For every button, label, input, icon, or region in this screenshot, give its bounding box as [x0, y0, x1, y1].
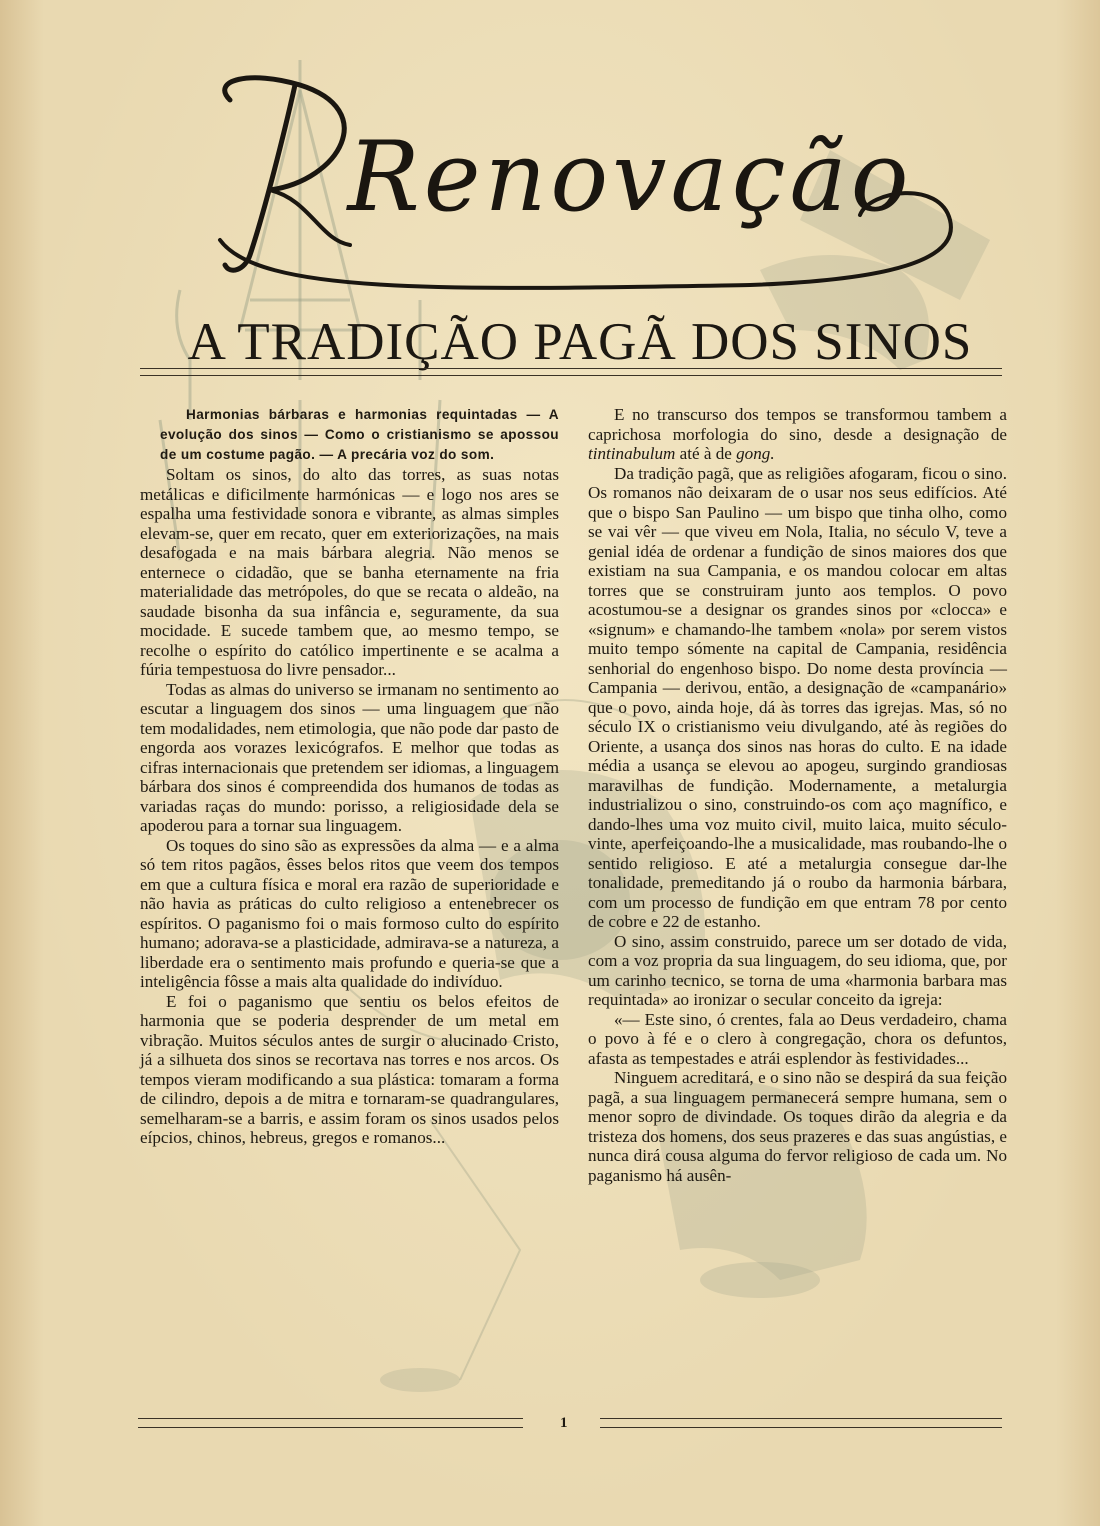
- paragraph: [588, 405, 1007, 464]
- paragraph: O sino, assim construido, parece um ser dotado de vida, com a voz propria da sua linguagem, do seu idioma, que, por um carinho tecnico, se torna de uma «harmonia barbara mas requintada» ao ironizar o secular conceito da igreja:: [588, 931, 1007, 1009]
- footer-rule-right: [600, 1418, 1002, 1428]
- text-run: até à de: [675, 444, 737, 463]
- article-summary: Harmonias bárbaras e harmonias requintadas — A evolução dos sinos — Como o cristianismo se apossou de um costume pagão. — A precária voz do som.: [160, 407, 559, 462]
- headline-rule: [140, 368, 1002, 376]
- italic-term: tintinabulum: [588, 444, 676, 463]
- footer-rule-left: [138, 1418, 523, 1428]
- italic-term: gong.: [736, 444, 775, 463]
- paragraph: «— Este sino, ó crentes, fala ao Deus verdadeiro, chama o povo à fé e o clero à congregação, chora os defuntos, afasta as tempestades e atrái esplendor às festividades...: [588, 1009, 1007, 1068]
- page-number: 1: [560, 1415, 568, 1431]
- paragraph: Todas as almas do universo se irmanam no sentimento ao escutar a linguagem dos sinos — uma linguagem que não tem modalidades, nem etimologia, que não pode dar pasto de engorda aos vorazes lexicógrafos. E melhor que todas as cifras internacionais que pretendem ser idiomas, a linguagem bárbara dos sinos é compreendida dos humanos de todas as variadas raças do mundo: porisso, a religiosidade dela se apoderou para a tornar sua linguagem.: [140, 679, 559, 835]
- text-run: E no transcurso dos tempos se transformou tambem a caprichosa morfologia do sino, desde a designação de: [588, 405, 1007, 444]
- left-column: [140, 405, 559, 1148]
- masthead-logo: [190, 40, 990, 310]
- article-headline: A TRADIÇÃO PAGÃ DOS SINOS: [187, 313, 973, 371]
- right-column: [588, 405, 1007, 1185]
- paragraph: Os toques do sino são as expressões da alma — e a alma só tem ritos pagãos, êsses belos ritos que veem dos tempos em que a cultura física e moral era razão de superioridade e não havia as práticas do culto religioso a entenebrecer os espíritos. O paganismo foi o mais formoso culto do espírito humano; adorava-se a plasticidade, admirava-se a natureza, a liberdade era o sentimento mais profundo e queria-se que a inteligência fôsse a mais alta qualidade do indivíduo.: [140, 835, 559, 991]
- paragraph: Soltam os sinos, do alto das torres, as suas notas metálicas e dificilmente harmónicas — e logo nos ares se espalha uma festividade sonora e vibrante, as almas simples elevam-se, quer em recato, quer em exteriorizações, na mais desafogada e na mais bárbara alegria. Não menos se enternece o cidadão, que se banha eternamente na fria materialidade das metrópoles, do que se recata o aldeão, na saudade bisonha da sua infância e, seguramente, da sua mocidade. E sucede tambem que, ao mesmo tempo, se recolhe o espírito do católico impertinente e se acalma a fúria tempestuosa do livre pensador...: [140, 465, 559, 679]
- paragraph: Ninguem acreditará, e o sino não se despirá da sua feição pagã, a sua linguagem permanecerá sempre humana, sem o menor sopro de divindade. Os toques dirão da alegria e da tristeza dos homens, dos seus prazeres e das suas angústias, e nunca dirá cousa alguma do fervor religioso de cada um. No paganismo há ausên-: [588, 1068, 1007, 1185]
- paragraph: E foi o paganismo que sentiu os belos efeitos de harmonia que se poderia desprender de um metal em vibração. Muitos séculos antes de surgir o alucinado Cristo, já a silhueta dos sinos se recortava nas torres e nos arcos. Os tempos vieram modificando a sua plástica: tomaram a forma de cilindro, depois a de mitra e tornaram-se quadrangulares, semelharam-se a barris, e assim foram os sinos usados pelos eípcios, chinos, hebreus, gregos e romanos...: [140, 991, 559, 1147]
- logo-wordmark: Renovação: [347, 121, 913, 233]
- paragraph: Da tradição pagã, que as religiões afogaram, ficou o sino. Os romanos não deixaram de o usar nos seus edifícios. Até que o bispo San Paulino — um bispo que tinha olho, como se vai vêr — que viveu em Nola, Italia, no século V, teve a genial idéa de ordenar a fundição de sinos maiores dos que existiam na sua Campania, e os mandou colocar em altas torres que se construiram junto aos templos. O povo acostumou-se a designar os grandes sinos por «clocca» e «signum» e chamando-lhe tambem «nola» por serem vistos muito tempo sómente na capital de Campania, residência senhorial do engenhoso bispo. Do nome desta província — Campania — derivou, então, a designação de «campanário» que o povo, ainda hoje, dá às torres das igrejas. Mas, só no século IX o cristianismo veiu divulgando, até às regiões do Oriente, a usança dos sinos nas horas do culto. E na idade média a usança se elevou ao apogeu, surgindo grandiosas maravilhas de fundição. Modernamente, a metalurgia industrializou o sino, construindo-os com aço magnífico, e dando-lhes uma voz muito civil, muito laica, muito século-vinte, aperfeiçoando-lhe a musicalidade, mas roubando-lhe o sentido religioso. E até a metalurgia consegue dar-lhe tonalidade, premeditando já o roubo da harmonia bárbara, com um processo de fundição em que entram 78 por cento de cobre e 22 de estanho.: [588, 463, 1008, 931]
